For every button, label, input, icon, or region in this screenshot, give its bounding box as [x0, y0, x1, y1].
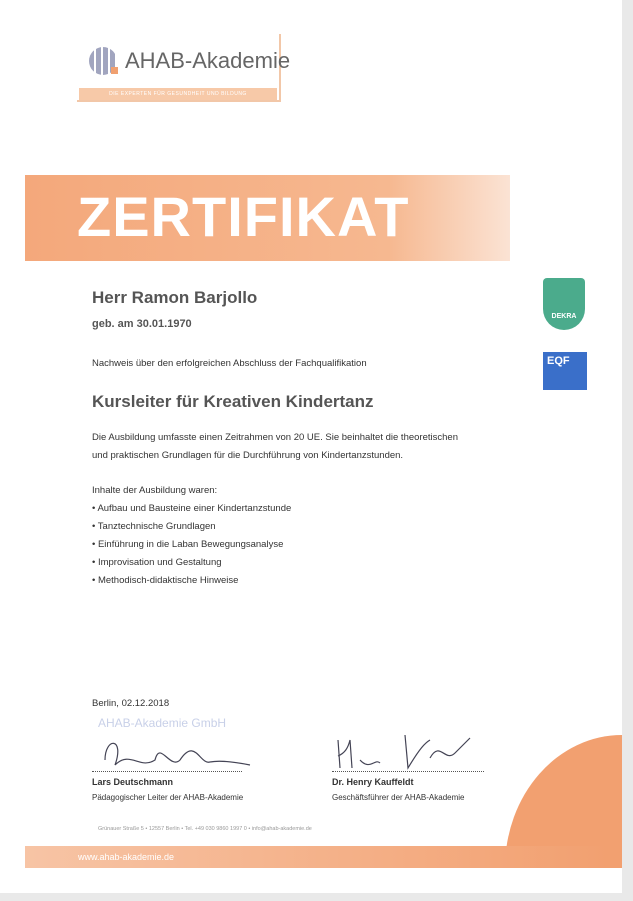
eqf-badge: EQF	[543, 352, 587, 390]
description-line: Die Ausbildung umfasste einen Zeitrahmen von 20 UE. Sie beinhaltet die theoretischen	[92, 432, 458, 443]
recipient-name: Herr Ramon Barjollo	[92, 288, 258, 307]
birth-date: geb. am 30.01.1970	[92, 318, 192, 330]
logo-text: AHAB-Akademie	[125, 48, 291, 73]
signer-name: Lars Deutschmann	[92, 777, 174, 787]
signer-role: Geschäftsführer der AHAB-Akademie	[332, 793, 465, 802]
place-date: Berlin, 02.12.2018	[92, 698, 170, 709]
logo	[77, 34, 291, 102]
signer-name: Dr. Henry Kauffeldt	[332, 777, 414, 787]
logo-accent	[111, 67, 118, 74]
contents-list	[92, 482, 291, 590]
website-link: www.ahab-akademie.de	[78, 852, 175, 862]
contents-heading: Inhalte der Ausbildung waren:	[92, 485, 218, 496]
list-item: • Einführung in die Laban Bewegungsanalyse	[92, 539, 284, 550]
title-band	[25, 175, 510, 261]
list-item: • Improvisation und Gestaltung	[92, 557, 222, 568]
proof-text: Nachweis über den erfolgreichen Abschluss der Fachqualifikation	[92, 358, 367, 369]
list-item: • Methodisch-didaktische Hinweise	[92, 575, 239, 586]
signature-deutschmann	[100, 732, 260, 772]
dekra-seal: DEKRA	[543, 275, 587, 341]
certificate-title: ZERTIFIKAT	[77, 185, 410, 248]
footer-address: Grünauer Straße 5 • 12557 Berlin • Tel. +49 030 9860 1997 0 • info@ahab-akademie.de	[98, 826, 312, 832]
company-stamp: AHAB-Akademie GmbH	[98, 716, 227, 730]
list-item: • Aufbau und Bausteine einer Kindertanzstunde	[92, 503, 292, 514]
logo-tagline: DIE EXPERTEN FÜR GESUNDHEIT UND BILDUNG	[79, 88, 277, 100]
signature-kauffeldt	[330, 730, 480, 772]
list-item: • Tanztechnische Grundlagen	[92, 521, 216, 532]
signer-role: Pädagogischer Leiter der AHAB-Akademie	[92, 793, 244, 802]
course-title: Kursleiter für Kreativen Kindertanz	[92, 392, 374, 411]
description-line: und praktischen Grundlagen für die Durchführung von Kindertanzstunden.	[92, 450, 404, 461]
